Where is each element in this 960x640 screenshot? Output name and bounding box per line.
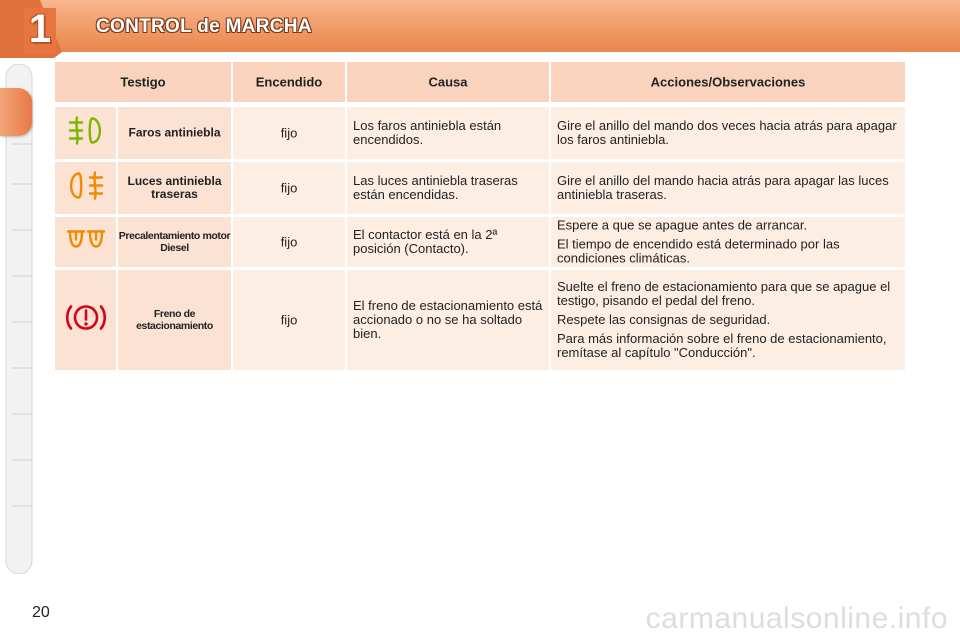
light-name: Freno de estacionamiento — [136, 308, 213, 332]
causa-cell — [347, 270, 549, 370]
header-acciones — [551, 62, 905, 102]
causa-cell — [347, 217, 549, 267]
light-name: Faros antiniebla — [128, 125, 221, 140]
page-number: 20 — [32, 604, 50, 621]
header-causa-label: Causa — [428, 74, 468, 90]
glow-plug-icon — [66, 227, 106, 258]
side-rail — [0, 64, 34, 574]
accion-line: Gire el anillo del mando dos veces hacia atrás para apagar los faros antiniebla. — [557, 118, 897, 147]
causa-cell — [347, 107, 549, 159]
page-title: CONTROL de MARCHA — [96, 16, 312, 37]
encendido-value: fijo — [280, 234, 298, 250]
causa-cell — [347, 162, 549, 214]
accion-line: Para más información sobre el freno de estacionamiento, remítase al capítulo "Conducción". — [557, 331, 887, 360]
acciones-text — [551, 219, 905, 266]
causa-text: El contactor está en la 2ª posición (Contacto). — [353, 227, 498, 256]
encendido-value: fijo — [280, 312, 298, 328]
header-encendido-label: Encendido — [255, 74, 323, 90]
header-encendido — [233, 62, 345, 102]
icon-cell — [55, 217, 116, 267]
icon-cell — [55, 162, 116, 214]
encendido-value: fijo — [280, 180, 298, 196]
accion-line: El tiempo de encendido está determinado por las condiciones climáticas. — [557, 236, 840, 266]
encendido-cell — [233, 270, 345, 370]
header-testigo — [55, 62, 231, 102]
header-causa — [347, 62, 549, 102]
accion-line: Gire el anillo del mando hacia atrás para apagar las luces antiniebla traseras. — [557, 173, 889, 202]
name-cell — [118, 162, 231, 214]
causa-text: Los faros antiniebla están encendidos. — [353, 118, 502, 147]
icon-cell — [55, 270, 116, 370]
name-cell — [118, 107, 231, 159]
causa-text: Las luces antiniebla traseras están encendidas. — [353, 173, 518, 202]
accion-line: Respete las consignas de seguridad. — [557, 312, 771, 327]
table-row — [55, 162, 905, 214]
light-name: Luces antiniebla traseras — [127, 174, 222, 201]
accion-line: Suelte el freno de estacionamiento para que se apague el testigo, pisando el pedal del freno. — [557, 279, 891, 308]
name-cell — [118, 217, 231, 267]
watermark[interactable]: carmanualsonline.info — [645, 602, 948, 635]
acciones-cell — [551, 270, 905, 370]
encendido-cell — [233, 107, 345, 159]
acciones-text — [551, 280, 905, 360]
acciones-cell — [551, 107, 905, 159]
acciones-cell — [551, 162, 905, 214]
table-header-row — [55, 62, 905, 102]
table-row — [55, 270, 905, 370]
front-fog-lamp-icon — [66, 114, 106, 153]
parking-brake-icon — [64, 301, 108, 340]
encendido-cell — [233, 217, 345, 267]
causa-text: El freno de estacionamiento está accionado o no se ha soltado bien. — [353, 298, 543, 341]
accion-line: Espere a que se apague antes de arrancar. — [557, 217, 808, 233]
acciones-text — [551, 119, 905, 147]
header-testigo-label: Testigo — [120, 74, 166, 90]
encendido-cell — [233, 162, 345, 214]
table-row — [55, 107, 905, 159]
acciones-cell — [551, 217, 905, 267]
name-cell — [118, 270, 231, 370]
table-row — [55, 217, 905, 267]
acciones-text — [551, 174, 905, 202]
icon-cell — [55, 107, 116, 159]
light-name: Precalentamiento motor Diesel — [118, 230, 231, 254]
chapter-number: 1 — [28, 7, 52, 51]
rear-fog-lamp-icon — [66, 169, 106, 208]
encendido-value: fijo — [280, 125, 298, 141]
header-acciones-label: Acciones/Observaciones — [650, 74, 806, 90]
side-rail-active-tab[interactable] — [0, 88, 32, 136]
